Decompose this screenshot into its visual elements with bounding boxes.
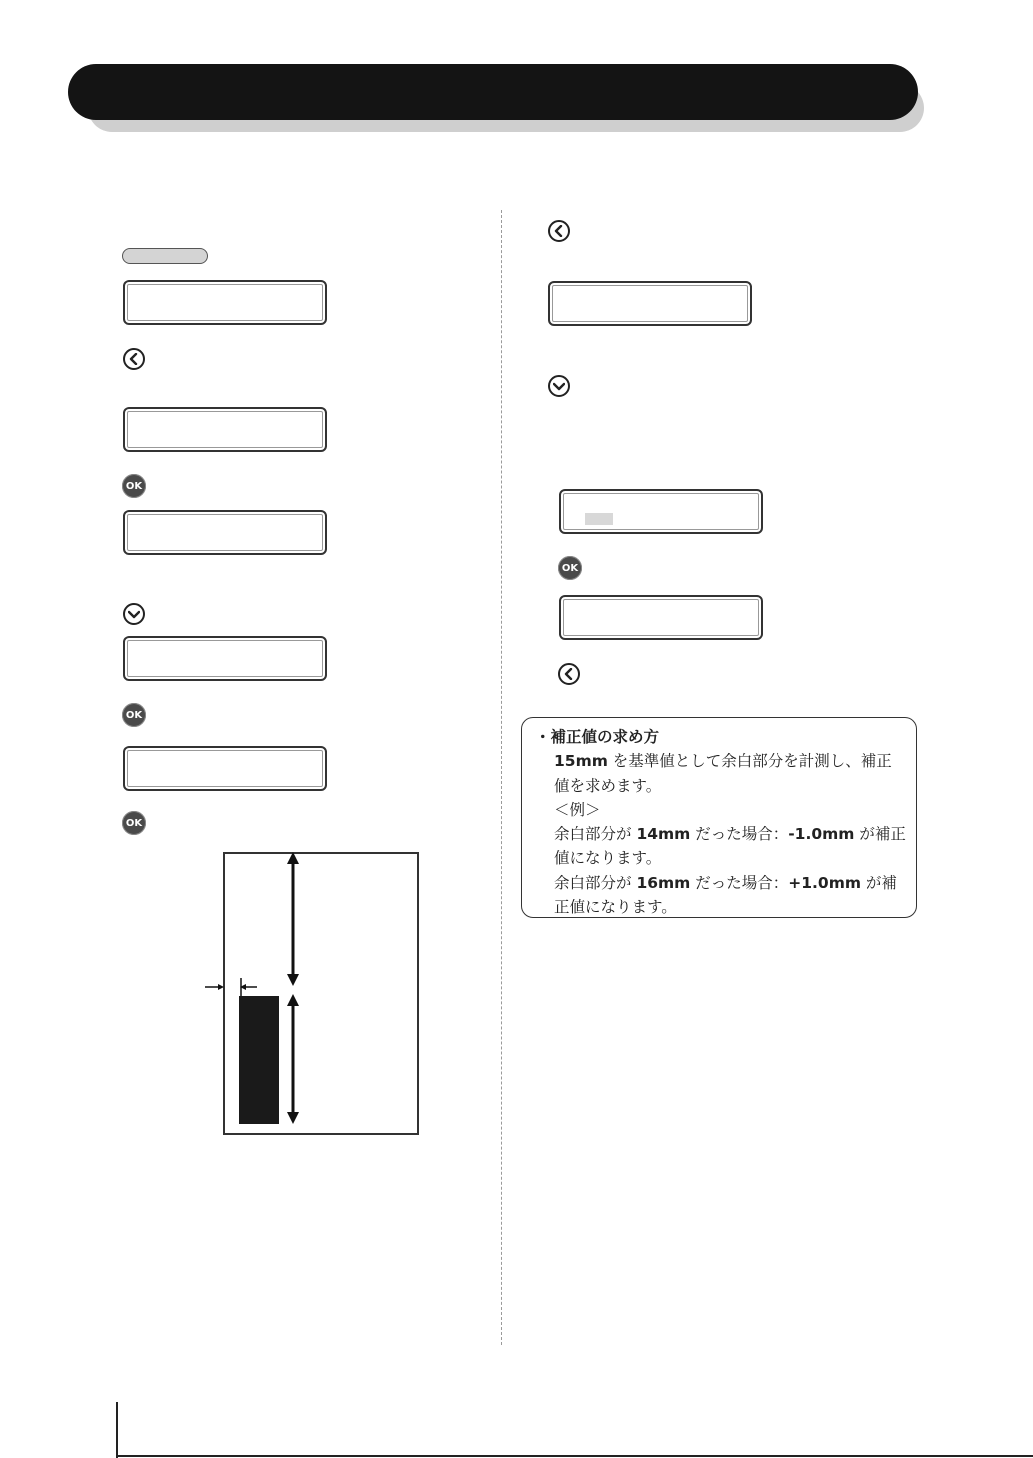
lcd-display bbox=[559, 595, 763, 640]
header-banner bbox=[68, 64, 918, 120]
lcd-display bbox=[559, 489, 763, 534]
note-line: 値になります。 bbox=[554, 849, 662, 868]
ok-button[interactable] bbox=[122, 703, 146, 727]
lcd-display bbox=[123, 510, 327, 555]
lcd-display bbox=[123, 407, 327, 452]
ok-label: OK bbox=[561, 562, 579, 574]
left-arrow-button[interactable] bbox=[558, 663, 580, 685]
note-line: 余白部分が 16mm だった場合：+1.0mm が補 bbox=[554, 873, 897, 892]
chevron-left-icon bbox=[554, 225, 564, 237]
down-arrow-button[interactable] bbox=[548, 375, 570, 397]
note-line: ＜例＞ bbox=[554, 800, 601, 819]
left-arrow-button[interactable] bbox=[123, 348, 145, 370]
margin-diagram-arrows bbox=[200, 850, 430, 1140]
ok-button[interactable] bbox=[558, 556, 582, 580]
cursor-highlight bbox=[585, 513, 613, 525]
lcd-display bbox=[123, 280, 327, 325]
note-line: 15mm を基準値として余白部分を計測し、補正 bbox=[554, 752, 892, 771]
lcd-display bbox=[123, 746, 327, 791]
lcd-display bbox=[123, 636, 327, 681]
left-arrow-button[interactable] bbox=[548, 220, 570, 242]
note-heading: ・補正値の求め方 bbox=[535, 728, 660, 746]
ok-label: OK bbox=[125, 817, 143, 829]
footer-vertical-rule bbox=[116, 1402, 118, 1458]
note-line: 正値になります。 bbox=[554, 898, 677, 917]
function-key-button[interactable] bbox=[122, 248, 208, 264]
ok-button[interactable] bbox=[122, 474, 146, 498]
note-text bbox=[535, 725, 911, 919]
ok-label: OK bbox=[125, 480, 143, 492]
chevron-down-icon bbox=[553, 381, 565, 391]
column-divider bbox=[501, 210, 502, 1345]
ok-button[interactable] bbox=[122, 811, 146, 835]
lcd-display bbox=[548, 281, 752, 326]
ok-label: OK bbox=[125, 709, 143, 721]
footer-horizontal-rule bbox=[116, 1455, 1033, 1457]
note-line: 余白部分が 14mm だった場合：-1.0mm が補正 bbox=[554, 825, 906, 844]
note-line: 値を求めます。 bbox=[554, 776, 662, 795]
chevron-down-icon bbox=[128, 609, 140, 619]
down-arrow-button[interactable] bbox=[123, 603, 145, 625]
chevron-left-icon bbox=[129, 353, 139, 365]
chevron-left-icon bbox=[564, 668, 574, 680]
